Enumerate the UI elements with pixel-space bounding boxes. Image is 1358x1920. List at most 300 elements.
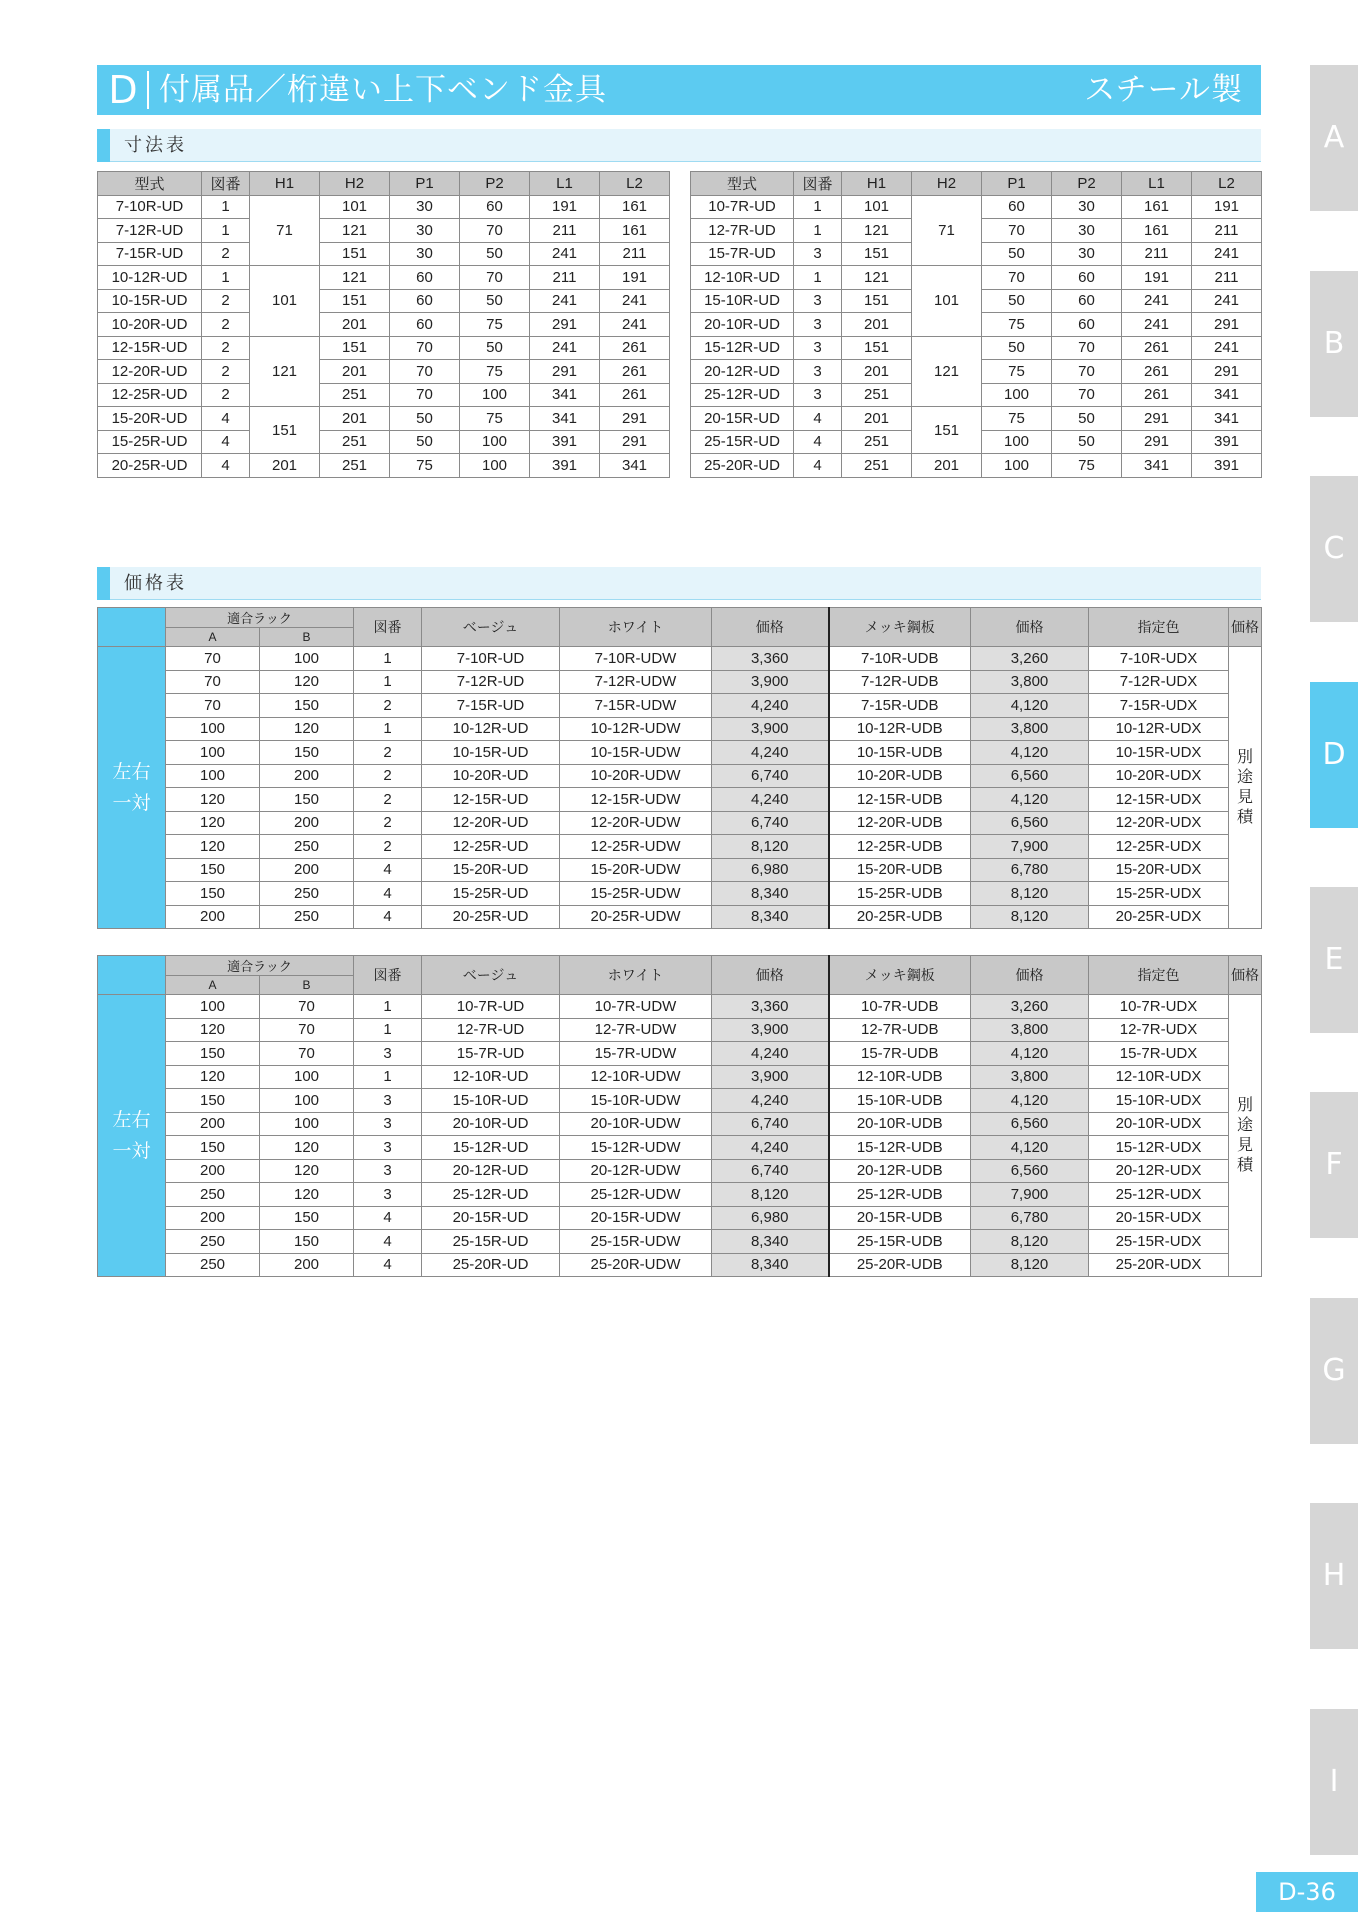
model-cell: 20-12R-UD xyxy=(691,360,794,384)
table-cell: 1 xyxy=(202,266,250,290)
table-row xyxy=(98,195,670,219)
table-cell: 100 xyxy=(460,430,530,454)
tab-i[interactable]: I xyxy=(1310,1709,1358,1855)
table-cell: 120 xyxy=(166,1065,260,1089)
table-cell: 121 xyxy=(842,219,912,243)
table-cell: 200 xyxy=(166,1206,260,1230)
table-cell: 20-15R-UDB xyxy=(829,1206,971,1230)
table-cell: 4 xyxy=(202,430,250,454)
table-cell: 75 xyxy=(1052,454,1122,478)
column-header: 価格 xyxy=(1229,956,1262,995)
column-header: 図番 xyxy=(354,956,422,995)
price-cell: 4,240 xyxy=(712,741,829,765)
table-cell: 291 xyxy=(1122,407,1192,431)
table-cell: 50 xyxy=(982,289,1052,313)
table-cell: 70 xyxy=(260,995,354,1019)
table-cell: 150 xyxy=(260,741,354,765)
column-header: P1 xyxy=(982,172,1052,196)
table-cell: 100 xyxy=(260,1089,354,1113)
price-cell: 6,740 xyxy=(712,764,829,788)
table-cell: 121 xyxy=(320,266,390,290)
table-cell: 250 xyxy=(166,1230,260,1254)
price-cell: 3,900 xyxy=(712,1018,829,1042)
table-cell: 70 xyxy=(982,219,1052,243)
table-cell: 250 xyxy=(260,905,354,929)
table-cell: 10-15R-UDB xyxy=(829,741,971,765)
table-cell: 50 xyxy=(460,242,530,266)
price-cell: 3,900 xyxy=(712,1065,829,1089)
model-cell: 10-15R-UD xyxy=(98,289,202,313)
model-cell: 7-15R-UD xyxy=(98,242,202,266)
table-cell: 70 xyxy=(460,219,530,243)
table-cell: 1 xyxy=(794,266,842,290)
table-cell: 70 xyxy=(982,266,1052,290)
header-spacer xyxy=(98,608,166,647)
table-cell: 391 xyxy=(530,454,600,478)
table-cell: 120 xyxy=(260,670,354,694)
table-cell: 261 xyxy=(1122,336,1192,360)
table-cell: 341 xyxy=(530,383,600,407)
table-cell: 50 xyxy=(982,336,1052,360)
table-cell: 15-10R-UDW xyxy=(560,1089,712,1113)
table-cell: 12-20R-UDX xyxy=(1089,811,1229,835)
table-row xyxy=(691,407,1262,431)
table-cell: 251 xyxy=(842,383,912,407)
table-cell: 100 xyxy=(460,454,530,478)
price-table-1 xyxy=(97,607,1262,929)
table-cell: 25-15R-UDX xyxy=(1089,1230,1229,1254)
rack-a-header: A xyxy=(166,628,260,647)
table-cell: 121 xyxy=(912,336,982,407)
table-cell: 211 xyxy=(530,266,600,290)
model-cell: 10-12R-UD xyxy=(98,266,202,290)
table-cell: 10-7R-UDB xyxy=(829,995,971,1019)
table-cell: 15-10R-UD xyxy=(422,1089,560,1113)
table-cell: 2 xyxy=(202,360,250,384)
table-cell: 12-25R-UD xyxy=(422,835,560,859)
model-cell: 15-12R-UD xyxy=(691,336,794,360)
price-cell: 3,800 xyxy=(971,670,1089,694)
table-cell: 3 xyxy=(794,383,842,407)
table-cell: 50 xyxy=(390,407,460,431)
tab-b[interactable]: B xyxy=(1310,271,1358,417)
table-cell: 120 xyxy=(166,835,260,859)
table-cell: 50 xyxy=(460,289,530,313)
table-cell: 15-7R-UD xyxy=(422,1042,560,1066)
table-row xyxy=(98,694,1262,718)
table-cell: 120 xyxy=(166,788,260,812)
table-cell: 3 xyxy=(794,336,842,360)
table-cell: 100 xyxy=(460,383,530,407)
table-cell: 70 xyxy=(166,694,260,718)
table-cell: 250 xyxy=(260,835,354,859)
price-cell: 8,120 xyxy=(971,1230,1089,1254)
table-cell: 2 xyxy=(202,242,250,266)
page-title-bar xyxy=(97,65,1261,115)
table-cell: 7-15R-UDW xyxy=(560,694,712,718)
model-cell: 7-10R-UD xyxy=(98,195,202,219)
model-cell: 15-7R-UD xyxy=(691,242,794,266)
table-cell: 150 xyxy=(260,1206,354,1230)
column-header: H2 xyxy=(912,172,982,196)
table-cell: 241 xyxy=(1192,336,1262,360)
table-cell: 15-20R-UDW xyxy=(560,858,712,882)
table-cell: 150 xyxy=(166,882,260,906)
table-cell: 10-15R-UDX xyxy=(1089,741,1229,765)
table-cell: 70 xyxy=(260,1042,354,1066)
table-cell: 100 xyxy=(982,430,1052,454)
price-cell: 4,240 xyxy=(712,1042,829,1066)
table-cell: 60 xyxy=(390,266,460,290)
table-cell: 150 xyxy=(166,1042,260,1066)
price-cell: 4,240 xyxy=(712,788,829,812)
table-cell: 2 xyxy=(354,788,422,812)
rack-header: 適合ラック xyxy=(166,956,354,976)
dimension-table-left xyxy=(97,171,670,478)
table-row xyxy=(98,1206,1262,1230)
table-cell: 241 xyxy=(530,242,600,266)
table-cell: 2 xyxy=(202,383,250,407)
table-cell: 25-20R-UD xyxy=(422,1253,560,1277)
table-cell: 25-15R-UD xyxy=(422,1230,560,1254)
pair-label xyxy=(98,995,166,1277)
table-cell: 201 xyxy=(912,454,982,478)
table-cell: 15-7R-UDW xyxy=(560,1042,712,1066)
table-cell: 100 xyxy=(166,764,260,788)
model-cell: 10-20R-UD xyxy=(98,313,202,337)
table-row xyxy=(98,242,670,266)
table-cell: 50 xyxy=(1052,407,1122,431)
table-cell: 341 xyxy=(1122,454,1192,478)
table-cell: 7-15R-UDB xyxy=(829,694,971,718)
table-cell: 75 xyxy=(460,407,530,431)
table-cell: 20-15R-UDX xyxy=(1089,1206,1229,1230)
table-cell: 291 xyxy=(600,407,670,431)
table-cell: 30 xyxy=(1052,219,1122,243)
table-cell: 75 xyxy=(460,313,530,337)
table-row xyxy=(98,1112,1262,1136)
table-cell: 70 xyxy=(166,670,260,694)
table-cell: 4 xyxy=(354,1206,422,1230)
table-cell: 241 xyxy=(1122,289,1192,313)
estimate-text: 別 途 見 積 xyxy=(1236,1096,1253,1174)
price-cell: 3,800 xyxy=(971,1065,1089,1089)
table-cell: 10-12R-UDX xyxy=(1089,717,1229,741)
tab-h[interactable]: H xyxy=(1310,1503,1358,1649)
table-cell: 20-25R-UDX xyxy=(1089,905,1229,929)
table-cell: 4 xyxy=(794,430,842,454)
table-cell: 60 xyxy=(1052,289,1122,313)
table-cell: 201 xyxy=(842,407,912,431)
table-cell: 10-7R-UD xyxy=(422,995,560,1019)
model-cell: 10-7R-UD xyxy=(691,195,794,219)
table-row xyxy=(98,289,670,313)
table-cell: 211 xyxy=(1122,242,1192,266)
price-cell: 6,560 xyxy=(971,1112,1089,1136)
price-cell: 6,740 xyxy=(712,1112,829,1136)
table-cell: 100 xyxy=(260,647,354,671)
table-cell: 201 xyxy=(320,360,390,384)
table-cell: 75 xyxy=(982,313,1052,337)
table-cell: 12-20R-UDB xyxy=(829,811,971,835)
tab-f[interactable]: F xyxy=(1310,1092,1358,1238)
price-cell: 4,120 xyxy=(971,694,1089,718)
column-header: L1 xyxy=(530,172,600,196)
table-cell: 201 xyxy=(320,407,390,431)
model-cell: 25-12R-UD xyxy=(691,383,794,407)
table-cell: 150 xyxy=(166,1136,260,1160)
table-cell: 25-20R-UDB xyxy=(829,1253,971,1277)
table-cell: 201 xyxy=(250,454,320,478)
table-cell: 20-12R-UDX xyxy=(1089,1159,1229,1183)
table-row xyxy=(98,835,1262,859)
table-cell: 15-25R-UDW xyxy=(560,882,712,906)
table-cell: 2 xyxy=(354,694,422,718)
table-cell: 10-7R-UDX xyxy=(1089,995,1229,1019)
table-row xyxy=(98,1183,1262,1207)
table-row xyxy=(98,313,670,337)
table-cell: 7-10R-UDW xyxy=(560,647,712,671)
table-cell: 20-10R-UDB xyxy=(829,1112,971,1136)
rack-a-header: A xyxy=(166,976,260,995)
table-cell: 10-20R-UDX xyxy=(1089,764,1229,788)
table-cell: 201 xyxy=(842,313,912,337)
table-cell: 20-25R-UD xyxy=(422,905,560,929)
table-cell: 15-25R-UDX xyxy=(1089,882,1229,906)
table-cell: 70 xyxy=(460,266,530,290)
table-cell: 211 xyxy=(600,242,670,266)
column-header: 指定色 xyxy=(1089,956,1229,995)
tab-g[interactable]: G xyxy=(1310,1298,1358,1444)
table-cell: 15-20R-UD xyxy=(422,858,560,882)
table-cell: 1 xyxy=(354,995,422,1019)
table-cell: 291 xyxy=(600,430,670,454)
table-cell: 100 xyxy=(166,717,260,741)
table-cell: 10-15R-UDW xyxy=(560,741,712,765)
table-cell: 261 xyxy=(600,336,670,360)
table-cell: 75 xyxy=(982,407,1052,431)
table-cell: 211 xyxy=(1192,219,1262,243)
column-header: P2 xyxy=(460,172,530,196)
column-header: 価格 xyxy=(712,608,829,647)
table-cell: 341 xyxy=(1192,383,1262,407)
price-cell: 6,560 xyxy=(971,1159,1089,1183)
price-cell: 8,340 xyxy=(712,882,829,906)
material-label: スチール製 xyxy=(1084,72,1243,108)
table-cell: 151 xyxy=(320,289,390,313)
table-row xyxy=(98,1253,1262,1277)
table-cell: 10-12R-UDW xyxy=(560,717,712,741)
model-cell: 20-15R-UD xyxy=(691,407,794,431)
estimate-cell xyxy=(1229,995,1262,1277)
table-cell: 50 xyxy=(1052,430,1122,454)
table-cell: 25-15R-UDB xyxy=(829,1230,971,1254)
table-cell: 7-12R-UDX xyxy=(1089,670,1229,694)
table-cell: 100 xyxy=(166,741,260,765)
table-cell: 12-15R-UDX xyxy=(1089,788,1229,812)
table-cell: 70 xyxy=(166,647,260,671)
model-cell: 15-20R-UD xyxy=(98,407,202,431)
table-cell: 250 xyxy=(260,882,354,906)
table-cell: 101 xyxy=(842,195,912,219)
price-cell: 8,340 xyxy=(712,905,829,929)
column-header: 指定色 xyxy=(1089,608,1229,647)
table-cell: 20-12R-UDB xyxy=(829,1159,971,1183)
table-cell: 120 xyxy=(260,717,354,741)
section-marker xyxy=(97,567,110,600)
table-cell: 4 xyxy=(354,858,422,882)
table-cell: 250 xyxy=(166,1183,260,1207)
table-cell: 150 xyxy=(166,858,260,882)
table-row xyxy=(98,717,1262,741)
table-cell: 1 xyxy=(354,1065,422,1089)
table-cell: 70 xyxy=(390,383,460,407)
column-header: 価格 xyxy=(712,956,829,995)
table-cell: 4 xyxy=(354,1253,422,1277)
table-header-row xyxy=(98,608,1262,628)
column-header: 図番 xyxy=(202,172,250,196)
price-section-header xyxy=(97,567,1261,600)
table-cell: 200 xyxy=(166,905,260,929)
table-cell: 70 xyxy=(1052,383,1122,407)
price-cell: 4,120 xyxy=(971,1042,1089,1066)
price-cell: 6,740 xyxy=(712,811,829,835)
column-header: 価格 xyxy=(971,608,1089,647)
tab-a[interactable]: A xyxy=(1310,65,1358,211)
table-cell: 120 xyxy=(166,811,260,835)
table-cell: 250 xyxy=(166,1253,260,1277)
price-cell: 7,900 xyxy=(971,835,1089,859)
table-cell: 100 xyxy=(260,1065,354,1089)
table-row xyxy=(98,454,670,478)
table-cell: 7-10R-UDX xyxy=(1089,647,1229,671)
price-cell: 8,120 xyxy=(712,1183,829,1207)
column-header: メッキ鋼板 xyxy=(829,956,971,995)
table-cell: 25-12R-UDB xyxy=(829,1183,971,1207)
table-cell: 200 xyxy=(166,1112,260,1136)
table-cell: 151 xyxy=(842,336,912,360)
table-cell: 10-15R-UD xyxy=(422,741,560,765)
table-cell: 201 xyxy=(320,313,390,337)
table-cell: 251 xyxy=(842,454,912,478)
tab-d[interactable]: D xyxy=(1310,682,1358,828)
table-cell: 161 xyxy=(1122,219,1192,243)
tab-c[interactable]: C xyxy=(1310,476,1358,622)
table-cell: 20-10R-UDX xyxy=(1089,1112,1229,1136)
table-row xyxy=(98,882,1262,906)
table-cell: 241 xyxy=(1192,242,1262,266)
table-cell: 101 xyxy=(250,266,320,337)
table-cell: 15-20R-UDX xyxy=(1089,858,1229,882)
table-cell: 341 xyxy=(1192,407,1262,431)
table-cell: 70 xyxy=(390,336,460,360)
table-cell: 15-25R-UDB xyxy=(829,882,971,906)
table-cell: 241 xyxy=(600,313,670,337)
table-row xyxy=(98,266,670,290)
table-cell: 261 xyxy=(1122,383,1192,407)
table-cell: 191 xyxy=(1192,195,1262,219)
table-cell: 2 xyxy=(354,835,422,859)
table-cell: 200 xyxy=(260,1253,354,1277)
column-header: H1 xyxy=(250,172,320,196)
price-cell: 6,780 xyxy=(971,858,1089,882)
column-header: ベージュ xyxy=(422,608,560,647)
table-cell: 25-12R-UDW xyxy=(560,1183,712,1207)
table-cell: 12-7R-UDW xyxy=(560,1018,712,1042)
table-cell: 201 xyxy=(842,360,912,384)
column-header: ホワイト xyxy=(560,956,712,995)
price-cell: 6,740 xyxy=(712,1159,829,1183)
table-cell: 12-25R-UDB xyxy=(829,835,971,859)
table-cell: 391 xyxy=(1192,430,1262,454)
table-cell: 2 xyxy=(354,811,422,835)
table-row xyxy=(98,1230,1262,1254)
table-cell: 241 xyxy=(600,289,670,313)
column-header: P2 xyxy=(1052,172,1122,196)
table-cell: 12-7R-UDX xyxy=(1089,1018,1229,1042)
table-cell: 20-10R-UD xyxy=(422,1112,560,1136)
price-cell: 7,900 xyxy=(971,1183,1089,1207)
table-cell: 70 xyxy=(1052,336,1122,360)
table-cell: 1 xyxy=(202,219,250,243)
table-cell: 60 xyxy=(1052,313,1122,337)
table-cell: 12-20R-UDW xyxy=(560,811,712,835)
table-cell: 70 xyxy=(1052,360,1122,384)
price-cell: 6,980 xyxy=(712,858,829,882)
table-cell: 251 xyxy=(320,383,390,407)
table-cell: 150 xyxy=(166,1089,260,1113)
pair-label-text: 左右 一対 xyxy=(112,1109,151,1162)
table-cell: 1 xyxy=(354,670,422,694)
price-cell: 8,120 xyxy=(971,1253,1089,1277)
table-cell: 25-12R-UDX xyxy=(1089,1183,1229,1207)
column-header: L1 xyxy=(1122,172,1192,196)
table-cell: 7-15R-UDX xyxy=(1089,694,1229,718)
model-cell: 15-10R-UD xyxy=(691,289,794,313)
section-marker xyxy=(97,129,110,162)
tab-e[interactable]: E xyxy=(1310,887,1358,1033)
price-cell: 3,800 xyxy=(971,717,1089,741)
table-cell: 151 xyxy=(912,407,982,454)
price-cell: 3,260 xyxy=(971,647,1089,671)
model-cell: 20-10R-UD xyxy=(691,313,794,337)
table-cell: 15-20R-UDB xyxy=(829,858,971,882)
model-cell: 12-10R-UD xyxy=(691,266,794,290)
column-header: P1 xyxy=(390,172,460,196)
table-cell: 10-20R-UDW xyxy=(560,764,712,788)
table-cell: 200 xyxy=(260,811,354,835)
rack-header: 適合ラック xyxy=(166,608,354,628)
table-cell: 151 xyxy=(842,242,912,266)
table-cell: 12-15R-UDB xyxy=(829,788,971,812)
model-cell: 25-20R-UD xyxy=(691,454,794,478)
table-cell: 251 xyxy=(842,430,912,454)
table-cell: 25-20R-UDW xyxy=(560,1253,712,1277)
table-cell: 120 xyxy=(260,1183,354,1207)
table-cell: 15-7R-UDB xyxy=(829,1042,971,1066)
price-cell: 3,800 xyxy=(971,1018,1089,1042)
table-cell: 121 xyxy=(250,336,320,407)
table-cell: 200 xyxy=(260,764,354,788)
price-cell: 6,780 xyxy=(971,1206,1089,1230)
table-cell: 20-15R-UDW xyxy=(560,1206,712,1230)
table-cell: 7-10R-UDB xyxy=(829,647,971,671)
column-header: メッキ鋼板 xyxy=(829,608,971,647)
table-cell: 10-20R-UDB xyxy=(829,764,971,788)
table-header-row xyxy=(98,956,1262,976)
table-cell: 10-7R-UDW xyxy=(560,995,712,1019)
table-cell: 10-20R-UD xyxy=(422,764,560,788)
